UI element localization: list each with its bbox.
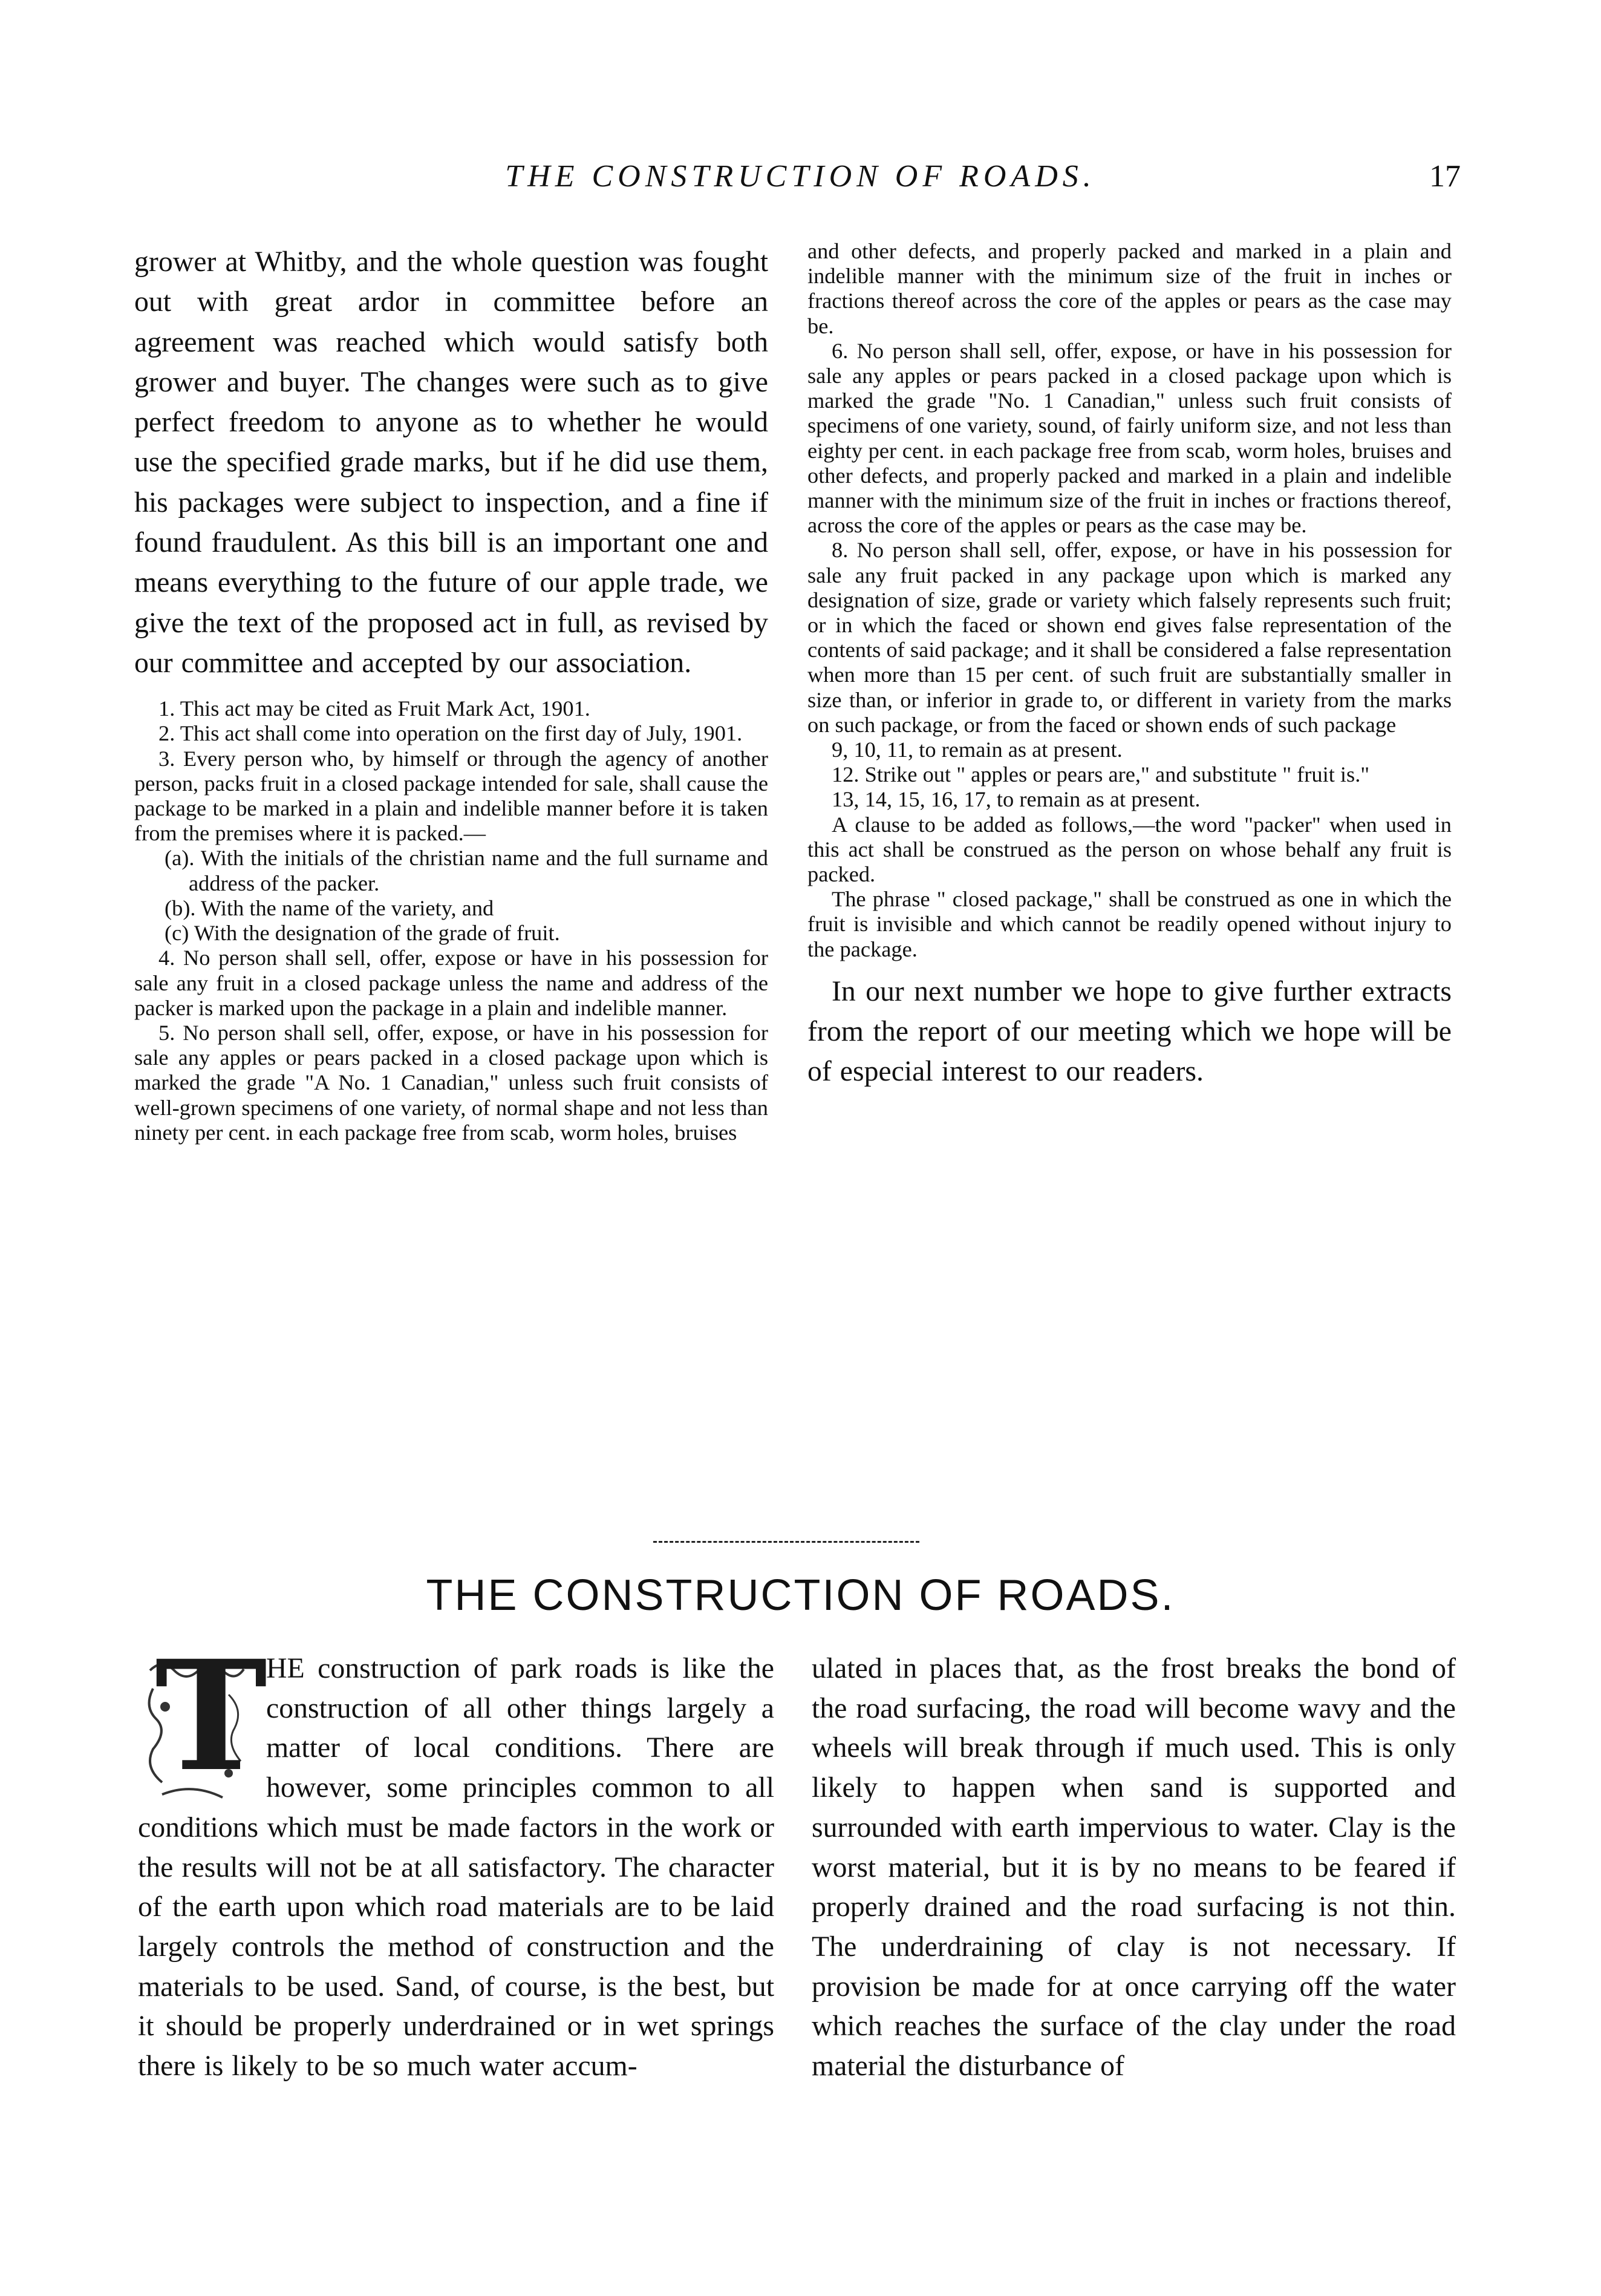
section-divider — [653, 1541, 919, 1543]
clause-5-continued: and other defects, and properly packed and marked in a plain and indelible manner with the minimum size of the fruit in inches or fractions thereof across the core of the apples or pears as the case may be. — [807, 239, 1452, 338]
article1-right-column — [807, 239, 1452, 1092]
clause-closed-package: The phrase " closed package," shall be construed as one in which the fruit is invisible and which cannot be readily opened without injury to the package. — [807, 887, 1452, 961]
drop-cap — [138, 1627, 268, 1805]
clause-1: 1. This act may be cited as Fruit Mark Act, 1901. — [158, 696, 590, 721]
subclause-b: (b). With the name of the variety, and — [165, 895, 494, 920]
running-header-title: THE CONSTRUCTION OF ROADS. — [505, 159, 1096, 194]
subclause-c: (c) With the designation of the grade of fruit. — [165, 921, 560, 946]
article2-right-column — [812, 1649, 1456, 2086]
clause-13-17: 13, 14, 15, 16, 17, to remain as at present. — [832, 787, 1201, 812]
roads-right-text: ulated in places that, as the frost breaks the bond of the road surfacing, the road will become wavy and the wheels will break through if much used. This is only likely to happen when sand is supported and surrounded with earth impervious to water. Clay is the worst material, but it is by no means to be feared if properly drained and the road surfacing is not thin. The underdraining of clay is not necessary. If provision be made for at once carrying off the water which reaches the surface of the clay under the road material the disturbance of — [812, 1652, 1456, 2082]
clause-2: 2. This act shall come into operation on the first day of July, 1901. — [158, 721, 743, 746]
clause-4: 4. No person shall sell, offer, expose or have in his possession for sale any fruit in a closed package unless the name and address of the packer is marked upon the package in a plain and indelible manner. — [134, 946, 768, 1020]
article1-left-column — [134, 242, 768, 1145]
closing-paragraph: In our next number we hope to give further extracts from the report of our meeting which we hope will be of especial interest to our readers. — [807, 975, 1452, 1088]
subclause-a: (a). With the initials of the christian name and the full surname and address of the packer. — [165, 846, 768, 895]
page-number: 17 — [1429, 159, 1461, 194]
clause-3: 3. Every person who, by himself or through the agency of another person, packs fruit in a closed package intended for sale, shall cause the package to be marked in a plain and indelible manner before it is taken from the premises where it is packed.— — [134, 746, 768, 846]
article2-left-column — [138, 1627, 774, 2086]
clause-8: 8. No person shall sell, offer, expose, or have in his possession for sale any fruit packed in any package upon which is marked any designation of size, grade or variety which falsely represents such fruit; or in which the faced or shown end gives false representation of the contents of said package; and it shall be considered a false representation when more than 15 per cent. of such fruit are substantially smaller in size than, or inferior in grade to, or different in variety from the marks on such package, or from the faced or shown ends of such package — [807, 538, 1452, 737]
clause-9-11: 9, 10, 11, to remain as at present. — [832, 738, 1123, 762]
section-title: THE CONSTRUCTION OF ROADS. — [426, 1571, 1175, 1620]
clause-packer: A clause to be added as follows,—the word "packer" when used in this act shall be construed as the person on whose behalf any fruit is packed. — [807, 812, 1452, 887]
clause-6: 6. No person shall sell, offer, expose, or have in his possession for sale any apples or pears packed in a closed package upon which is marked the grade "No. 1 Canadian," unless such fruit consists of specimens of one variety, sound, of fairly uniform size, and not less than eighty per cent. in each package free from scab, worm holes, bruises and other defects, and properly packed and marked in a plain and indelible manner with the minimum size of the fruit in inches or fractions thereof, across the core of the apples or pears as the case may be. — [807, 338, 1452, 538]
roads-left-text: HE construction of park roads is like the construction of all other things largely a matter of local conditions. There are however, some principles common to all conditions which must be made factors in the work or the results will not be at all satisfactory. The character of the earth upon which road materials are to be laid largely controls the method of construction and the materials to be used. Sand, of course, is the best, but it should be properly underdrained or in wet springs there is likely to be so much water accum- — [138, 1652, 774, 2082]
clause-5: 5. No person shall sell, offer, expose, or have in his possession for sale any apples or pears packed in a closed package upon which is marked the grade "A No. 1 Canadian," unless such fruit consists of well-grown specimens of one variety, of normal shape and not less than ninety per cent. in each package free from scab, worm holes, bruises — [134, 1020, 768, 1145]
intro-paragraph: grower at Whitby, and the whole question was fought out with great ardor in committee before an agreement was reached which would satisfy both grower and buyer. The changes were such as to give perfect freedom to anyone as to whether he would use the specified grade marks, but if he did use them, his packages were subject to inspection, and a fine if found fraudulent. As this bill is an important one and means everything to the future of our apple trade, we give the text of the proposed act in full, as revised by our committee and accepted by our association. — [134, 246, 768, 679]
drop-cap-letter: T — [155, 1627, 268, 1805]
clause-12: 12. Strike out " apples or pears are," and substitute " fruit is." — [832, 762, 1370, 787]
